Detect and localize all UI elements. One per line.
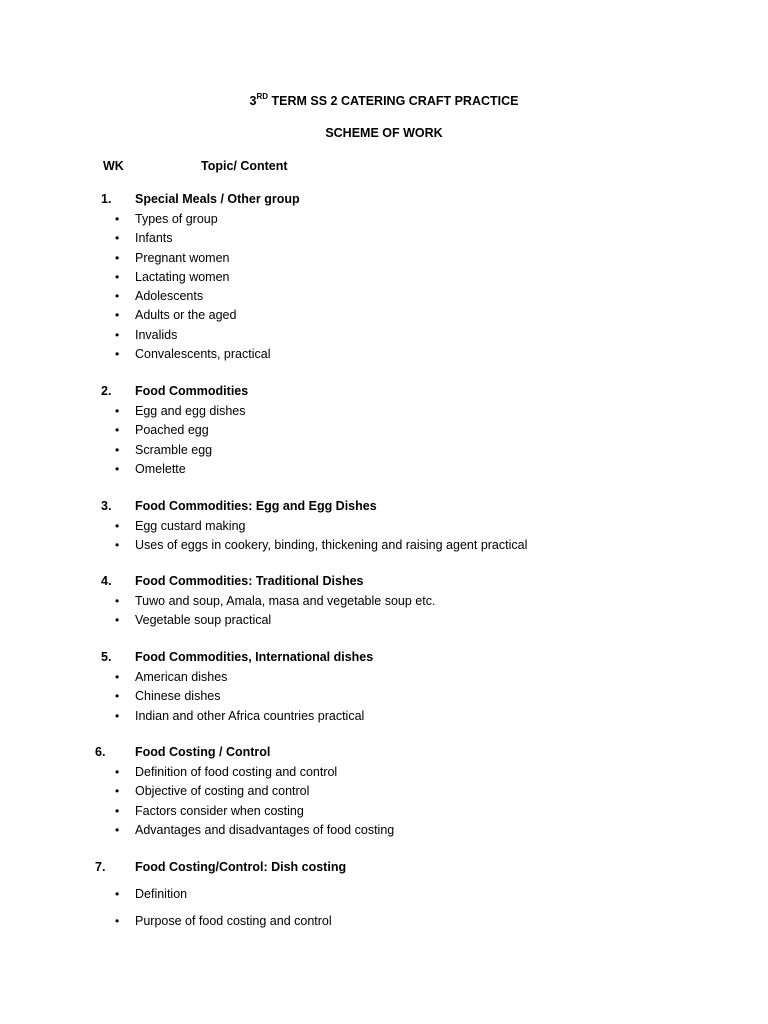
item-text: Invalids: [135, 327, 178, 342]
list-item: [0, 231, 768, 250]
week-title: Food Costing/Control: Dish costing: [135, 860, 347, 874]
week-title: Food Commodities, International dishes: [135, 650, 374, 664]
week-heading: [0, 745, 768, 765]
bullet-icon: •: [115, 887, 120, 901]
week-section-4: [0, 574, 768, 633]
item-text: Definition of food costing and control: [135, 765, 338, 779]
list-item: [0, 670, 768, 689]
week-heading: [0, 574, 768, 594]
bullet-icon: •: [115, 250, 120, 265]
item-text: Indian and other Africa countries practical: [135, 708, 365, 723]
item-text: Purpose of food costing and control: [135, 914, 332, 928]
bullet-icon: •: [115, 289, 120, 304]
week-section-5: [0, 650, 768, 728]
bullet-icon: •: [115, 461, 120, 476]
bullet-icon: •: [115, 822, 120, 837]
list-item: [0, 212, 768, 231]
bullet-icon: •: [115, 803, 120, 818]
item-text: Tuwo and soup, Amala, masa and vegetable soup etc.: [135, 594, 436, 608]
item-text: Infants: [135, 231, 173, 246]
item-text: Convalescents, practical: [135, 347, 271, 362]
item-text: Pregnant women: [135, 250, 230, 265]
bullet-icon: •: [115, 765, 120, 779]
bullet-icon: •: [115, 212, 120, 226]
week-title: Food Commodities: Traditional Dishes: [135, 574, 364, 588]
week-section-7: [0, 860, 768, 941]
bullet-icon: •: [115, 269, 120, 284]
bullet-icon: •: [115, 423, 120, 438]
item-text: Adults or the aged: [135, 308, 237, 323]
list-item: [0, 270, 768, 289]
list-item: [0, 289, 768, 308]
item-text: Poached egg: [135, 423, 209, 438]
list-item: [0, 328, 768, 347]
topic-list: [0, 887, 768, 941]
document-subtitle: SCHEME OF WORK: [325, 126, 443, 140]
bullet-icon: •: [115, 442, 120, 457]
list-item: [0, 914, 768, 941]
list-item: [0, 308, 768, 327]
item-text: Lactating women: [135, 269, 230, 284]
bullet-icon: •: [115, 308, 120, 323]
column-header-topic: Topic/ Content: [201, 159, 288, 173]
title-prefix: 3: [249, 94, 257, 109]
bullet-icon: •: [115, 708, 120, 723]
week-title: Special Meals / Other group: [135, 192, 300, 206]
week-number: 1.: [101, 192, 112, 206]
item-text: Egg and egg dishes: [135, 404, 246, 418]
topic-list: [0, 404, 768, 481]
list-item: [0, 823, 768, 842]
list-item: [0, 538, 768, 557]
week-heading: [0, 860, 768, 887]
item-text: American dishes: [135, 670, 228, 684]
item-text: Scramble egg: [135, 442, 213, 457]
week-section-3: [0, 499, 768, 558]
item-text: Advantages and disadvantages of food costing: [135, 822, 395, 837]
item-text: Omelette: [135, 461, 186, 476]
bullet-icon: •: [115, 784, 120, 799]
week-number: 3.: [101, 499, 112, 513]
bullet-icon: •: [115, 914, 120, 928]
week-section-1: [0, 192, 768, 366]
item-text: Vegetable soup practical: [135, 613, 272, 628]
week-title: Food Costing / Control: [135, 745, 271, 759]
bullet-icon: •: [115, 231, 120, 246]
topic-list: [0, 765, 768, 842]
week-section-2: [0, 384, 768, 481]
week-number: 6.: [95, 745, 106, 759]
topic-list: [0, 212, 768, 366]
week-section-6: [0, 745, 768, 842]
list-item: [0, 887, 768, 914]
list-item: [0, 404, 768, 423]
title-superscript: RD: [256, 92, 269, 101]
item-text: Egg custard making: [135, 519, 246, 533]
bullet-icon: •: [115, 670, 120, 684]
item-text: Adolescents: [135, 289, 204, 304]
week-title: Food Commodities: [135, 384, 249, 398]
bullet-icon: •: [115, 404, 120, 418]
list-item: [0, 423, 768, 442]
week-number: 4.: [101, 574, 112, 588]
bullet-icon: •: [115, 689, 120, 704]
list-item: [0, 804, 768, 823]
list-item: [0, 689, 768, 708]
item-text: Types of group: [135, 212, 218, 226]
week-heading: [0, 192, 768, 212]
week-number: 5.: [101, 650, 112, 664]
week-number: 2.: [101, 384, 112, 398]
bullet-icon: •: [115, 594, 120, 608]
item-text: Factors consider when costing: [135, 803, 304, 818]
list-item: [0, 519, 768, 538]
list-item: [0, 347, 768, 366]
bullet-icon: •: [115, 519, 120, 533]
week-heading: [0, 650, 768, 670]
list-item: [0, 462, 768, 481]
bullet-icon: •: [115, 327, 120, 342]
topic-list: [0, 670, 768, 728]
item-text: Chinese dishes: [135, 689, 221, 704]
week-number: 7.: [95, 860, 106, 874]
list-item: [0, 784, 768, 803]
column-header-wk: WK: [103, 159, 124, 173]
item-text: Definition: [135, 887, 188, 901]
list-item: [0, 613, 768, 632]
document-title: [0, 93, 768, 108]
week-heading: [0, 384, 768, 404]
bullet-icon: •: [115, 538, 120, 553]
list-item: [0, 765, 768, 784]
topic-list: [0, 594, 768, 633]
week-title: Food Commodities: Egg and Egg Dishes: [135, 499, 377, 513]
title-rest: TERM SS 2 CATERING CRAFT PRACTICE: [268, 94, 519, 109]
list-item: [0, 709, 768, 728]
item-text: Uses of eggs in cookery, binding, thickening and raising agent practical: [135, 538, 528, 553]
list-item: [0, 594, 768, 613]
week-heading: [0, 499, 768, 519]
list-item: [0, 443, 768, 462]
item-text: Objective of costing and control: [135, 784, 310, 799]
list-item: [0, 251, 768, 270]
bullet-icon: •: [115, 347, 120, 362]
bullet-icon: •: [115, 613, 120, 628]
topic-list: [0, 519, 768, 558]
